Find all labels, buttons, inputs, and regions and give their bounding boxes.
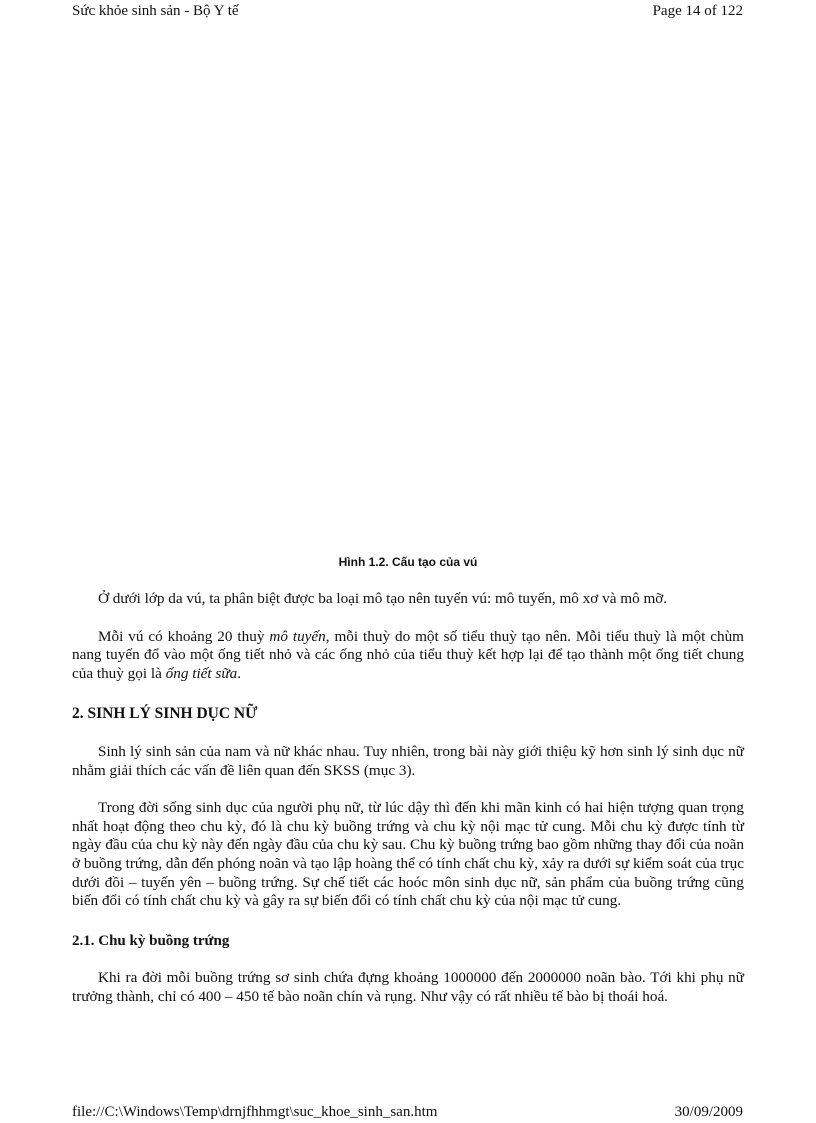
- term-glandular-tissue: mô tuyến: [269, 627, 326, 645]
- paragraph-text: Mỗi vú có khoảng 20 thuỳ: [98, 627, 270, 645]
- section-heading: 2. SINH LÝ SINH DỤC NỮ: [72, 705, 258, 723]
- paragraph-ovary: [72, 969, 744, 1006]
- document-body: [72, 590, 744, 1007]
- paragraph-text: Khi ra đời mỗi buồng trứng sơ sinh chứa đựng khoảng 1000000 đến 2000000 noãn bào. Tới khi phụ nữ trưởng thành, chỉ có 400 – 450 tế bào noãn chín và rụng. Như vậy có rất nhiều tế bào bị thoái hoá.: [72, 969, 744, 1005]
- paragraph-text: .: [237, 664, 241, 682]
- file-path: file://C:\Windows\Temp\drnjfhhmgt\suc_khoe_sinh_san.htm: [72, 1104, 438, 1120]
- paragraph-tissue-types: [72, 590, 744, 609]
- paragraph-text: Sinh lý sinh sản của nam và nữ khác nhau. Tuy nhiên, trong bài này giới thiệu kỹ hơn sinh lý sinh dục nữ nhằm giải thích các vấn đề liên quan đến SKSS (mục 3).: [72, 742, 744, 779]
- figure-caption: Hình 1.2. Cấu tạo của vú: [338, 555, 478, 569]
- document-title: Sức khỏe sinh sản - Bộ Y tế: [72, 3, 239, 19]
- print-date: 30/09/2009: [674, 1104, 743, 1120]
- paragraph-text: Ở dưới lớp da vú, ta phân biệt được ba loại mô tạo nên tuyến vú: mô tuyến, mô xơ và mô mỡ.: [98, 590, 668, 607]
- term-milk-duct: ống tiết sữa: [165, 664, 238, 682]
- figure-image-area: [72, 30, 744, 545]
- paragraph-lobes: [72, 628, 744, 684]
- paragraph-text: Trong đời sống sinh dục của người phụ nữ, từ lúc dậy thì đến khi mãn kinh có hai hiện tượng quan trọng nhất hoạt động theo chu kỳ, đó là chu kỳ buồng trứng và chu kỳ nội mạc tử cung. Mỗi chu kỳ được tính từ ngày đầu của chu kỳ này đến ngày đầu của chu kỳ sau. Chu kỳ buồng trứng bao gồm những thay đổi của noãn ở buồng trứng, dẫn đến phóng noãn và tạo lập hoàng thể có tính chất chu kỳ, xảy ra dưới sự kiểm soát của trục dưới đồi – tuyến yên – buồng trứng. Sự chế tiết các hoóc môn sinh dục nữ, sản phẩm của buồng trứng cũng biến đổi có tính chất chu kỳ và gây ra sự biến đổi có tính chất chu kỳ của nội mạc tử cung.: [72, 799, 744, 910]
- paragraph-text: , mỗi thuỳ do một số tiểu thuỳ tạo nên. Mỗi tiểu thuỳ là một chùm nang tuyến đổ vào một ống tiết nhỏ và các ống nhỏ của tiểu thuỳ kết hợp lại để tạo thành một ống tiết chung của thuỳ gọi là: [72, 627, 744, 682]
- subsection-heading: 2.1. Chu kỳ buồng trứng: [72, 932, 230, 949]
- paragraph-physiology-intro: [72, 743, 744, 780]
- page-number: Page 14 of 122: [652, 3, 743, 19]
- paragraph-cycles: [72, 799, 744, 911]
